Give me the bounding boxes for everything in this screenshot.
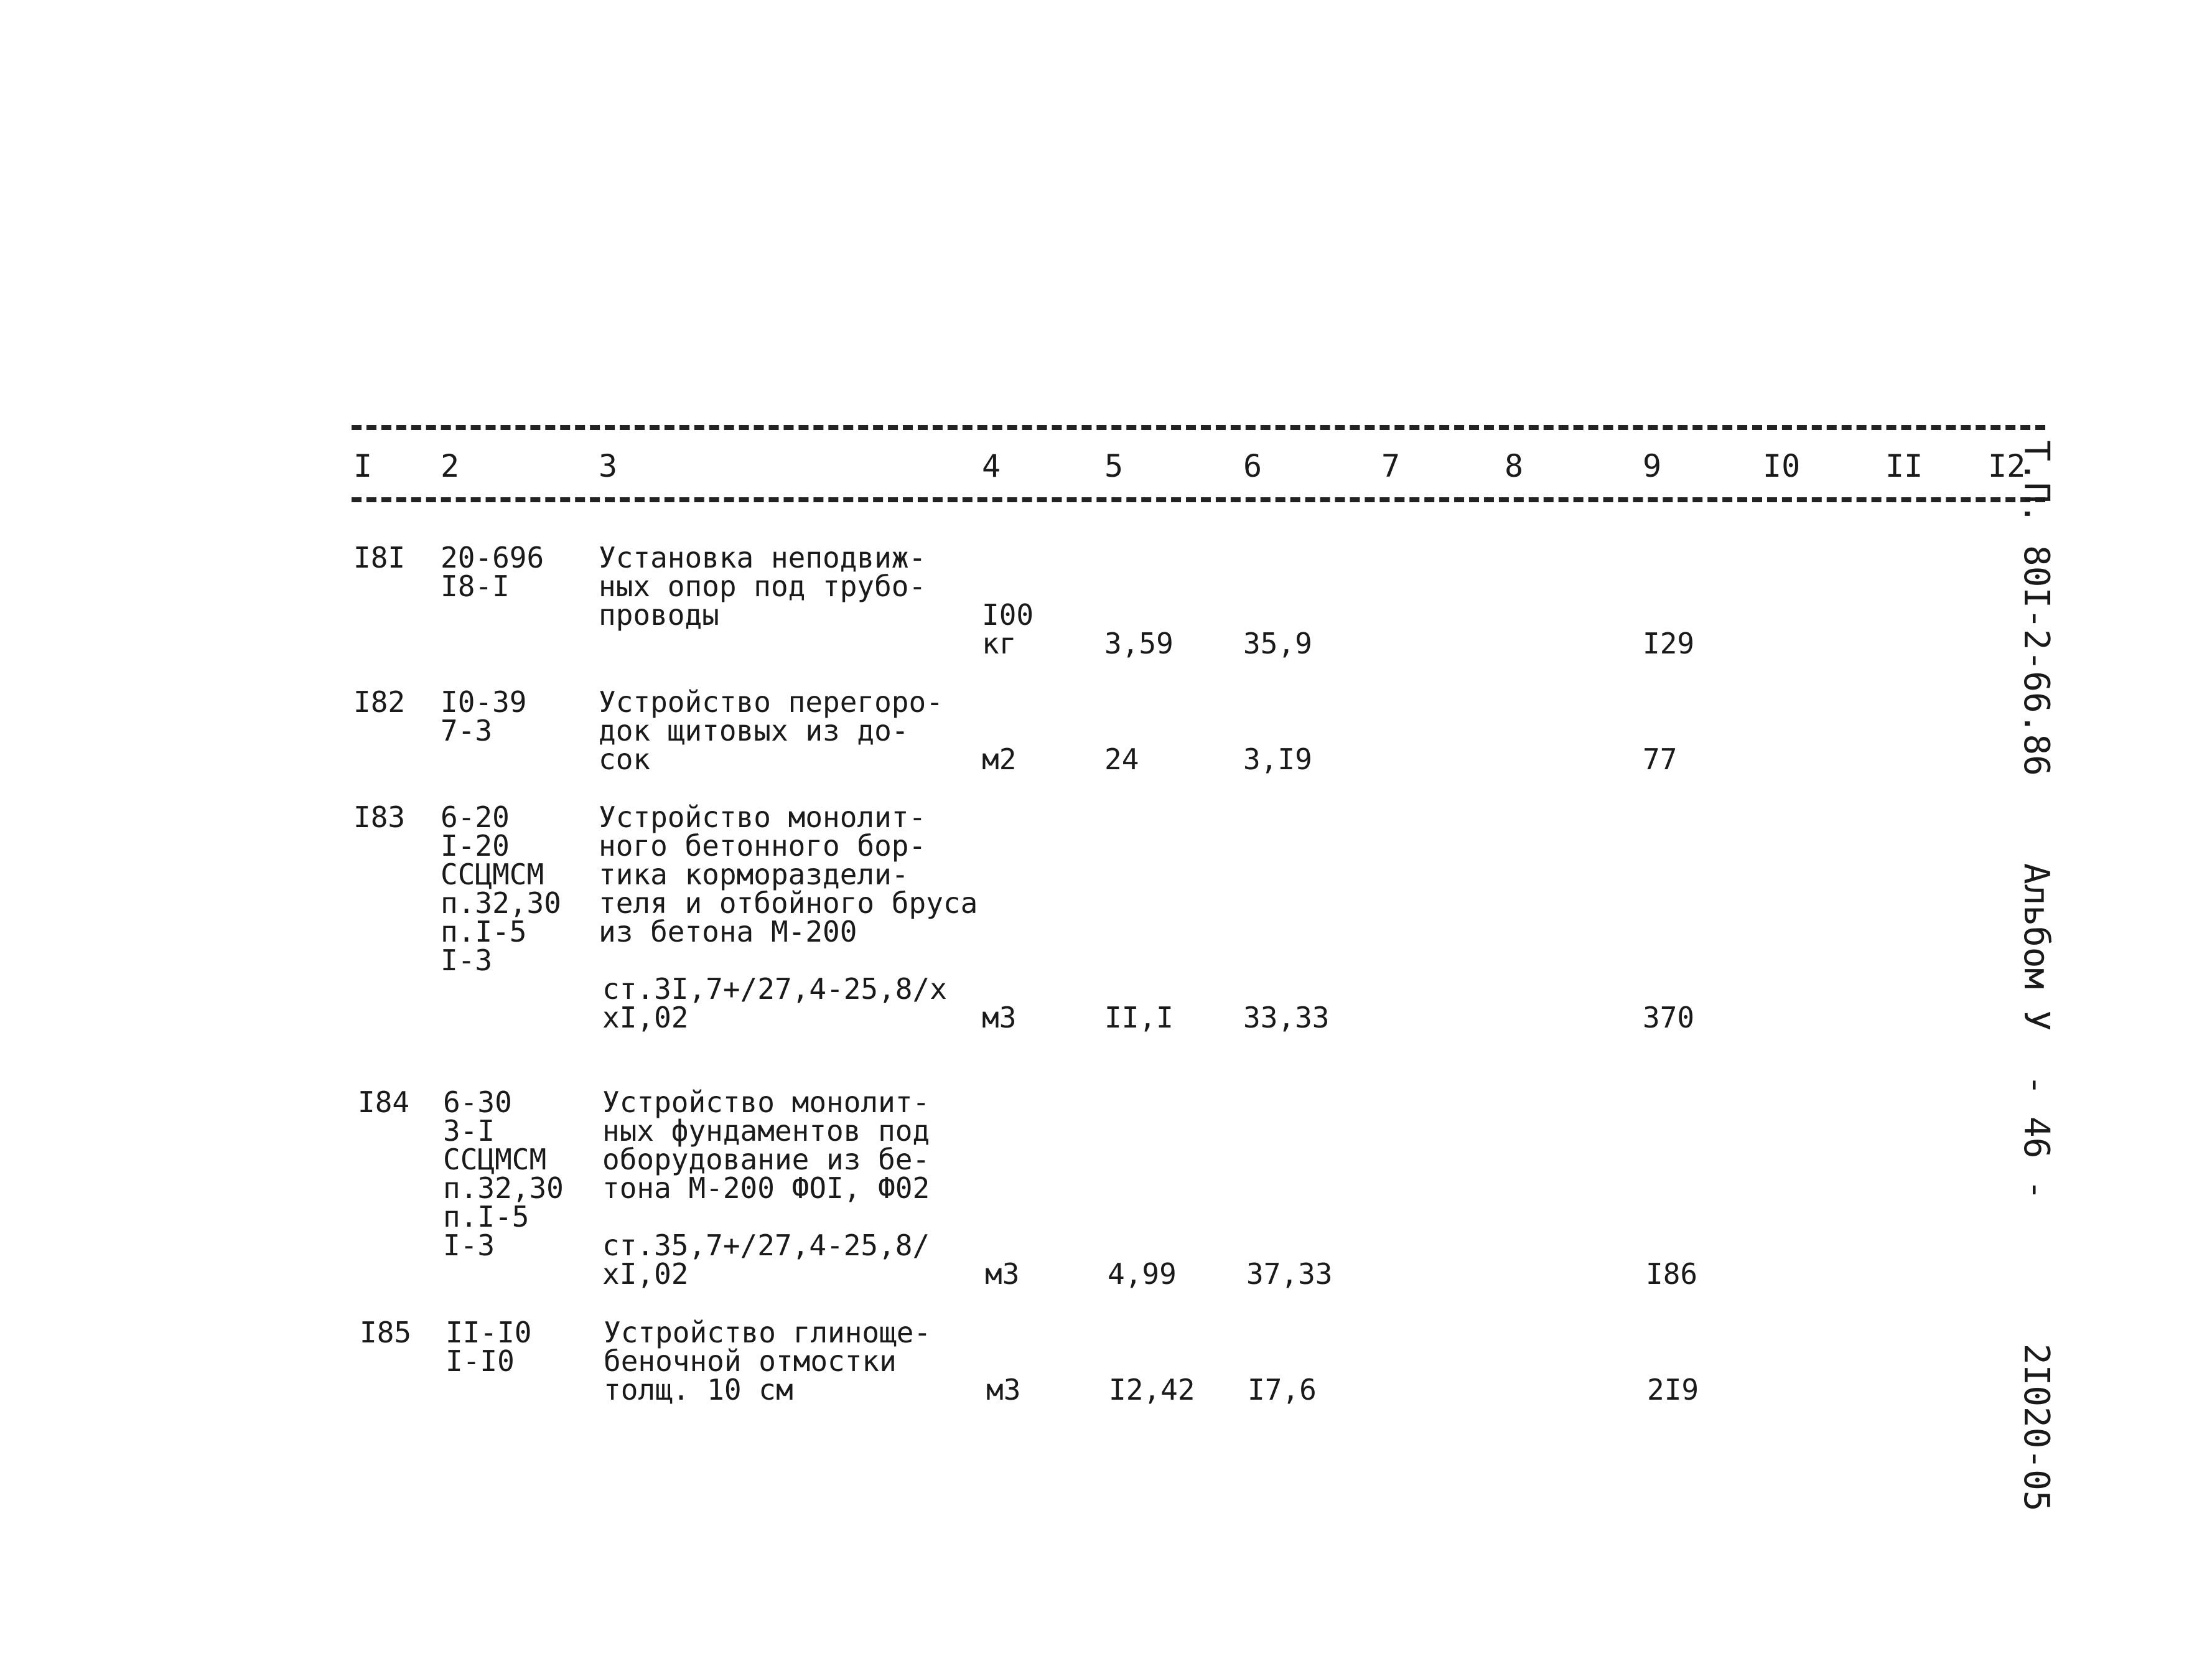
value-col5: 4,99 — [1108, 1257, 1177, 1291]
formula-line: ст.3I,7+/27,4-25,8/х — [602, 972, 947, 1006]
code-line: II-I0 — [446, 1316, 532, 1349]
code-line: 3-I — [443, 1114, 495, 1148]
code-line: I-20 — [441, 829, 510, 863]
unit-line: кг — [982, 627, 1017, 660]
col-header-5: 5 — [1104, 448, 1124, 484]
col-header-1: I — [353, 448, 373, 484]
col-header-12: I2 — [1988, 448, 2026, 484]
code-line: I-3 — [443, 1229, 495, 1262]
description-line: из бетона М-200 — [599, 915, 857, 948]
header-bottom-rule — [352, 497, 2045, 502]
description-line: Установка неподвиж- — [599, 541, 926, 574]
row-number: I82 — [353, 685, 406, 719]
row-number: I83 — [353, 800, 406, 834]
value-col9: 77 — [1643, 742, 1678, 776]
value-col9: 370 — [1643, 1001, 1695, 1034]
value-col6: 37,33 — [1246, 1257, 1333, 1291]
value-col5: II,I — [1104, 1001, 1174, 1034]
code-line: ССЦМСМ — [441, 858, 544, 891]
col-header-2: 2 — [441, 448, 460, 484]
description-line: проводы — [599, 598, 719, 632]
description-line: тика кормораздели- — [599, 858, 909, 891]
col-header-6: 6 — [1243, 448, 1262, 484]
description-line: ных опор под трубо- — [599, 569, 926, 603]
unit-line: м3 — [982, 1001, 1017, 1034]
col-header-10: I0 — [1763, 448, 1801, 484]
value-col6: I7,6 — [1248, 1373, 1317, 1407]
album-label: Альбом У — [2016, 863, 2056, 1031]
code-line: п.I-5 — [443, 1200, 530, 1234]
side-label — [2018, 398, 2088, 1512]
value-col5: 24 — [1104, 742, 1139, 776]
value-col9: I86 — [1646, 1257, 1698, 1291]
description-line: тона М-200 ФОI, Ф02 — [602, 1171, 930, 1205]
description-line: док щитовых из до- — [599, 714, 909, 747]
formula-line: ст.35,7+/27,4-25,8/ — [602, 1229, 930, 1262]
description-line: оборудование из бе- — [602, 1143, 930, 1176]
unit-line: м3 — [986, 1373, 1021, 1407]
value-col5: I2,42 — [1109, 1373, 1195, 1407]
code-line: ССЦМСМ — [443, 1143, 547, 1176]
description-line: теля и отбойного бруса — [599, 886, 978, 920]
col-header-7: 7 — [1381, 448, 1401, 484]
code-line: п.32,30 — [443, 1171, 564, 1205]
value-col6: 35,9 — [1243, 627, 1312, 660]
code-line: п.32,30 — [441, 886, 561, 920]
value-col5: 3,59 — [1104, 627, 1174, 660]
code-line: 6-20 — [441, 800, 510, 834]
project-number: Т.П. 80I-2-66.86 — [2016, 440, 2056, 776]
value-col6: 33,33 — [1243, 1001, 1330, 1034]
description-line: ного бетонного бор- — [599, 829, 926, 863]
value-col9: I29 — [1643, 627, 1695, 660]
code-line: п.I-5 — [441, 915, 527, 948]
code-line: 6-30 — [443, 1085, 512, 1119]
description-line: Устройство монолит- — [602, 1085, 930, 1119]
code-line: I-I0 — [446, 1344, 515, 1378]
formula-line: хI,02 — [602, 1001, 689, 1034]
col-header-4: 4 — [982, 448, 1001, 484]
row-number: I84 — [358, 1085, 410, 1119]
description-line: Устройство монолит- — [599, 800, 926, 834]
row-number: I8I — [353, 541, 406, 574]
code-line: I-3 — [441, 943, 493, 977]
document-code: 2I020-05 — [2016, 1343, 2056, 1512]
unit-line: м2 — [982, 742, 1017, 776]
description-line: Устройство перегоро- — [599, 685, 943, 719]
col-header-9: 9 — [1643, 448, 1662, 484]
description-line: ных фундаментов под — [602, 1114, 930, 1148]
description-line: толщ. 10 см — [604, 1373, 793, 1407]
code-line: I8-I — [441, 569, 510, 603]
col-header-8: 8 — [1505, 448, 1524, 484]
row-number: I85 — [360, 1316, 412, 1349]
description-line: беночной отмостки — [604, 1344, 897, 1378]
code-line: I0-39 — [441, 685, 527, 719]
col-header-11: II — [1885, 448, 1923, 484]
code-line: 7-3 — [441, 714, 493, 747]
code-line: 20-696 — [441, 541, 544, 574]
col-header-3: 3 — [599, 448, 618, 484]
unit-line: м3 — [985, 1257, 1020, 1291]
header-top-rule — [352, 425, 2045, 430]
description-line: сок — [599, 742, 651, 776]
page-number: - 46 - — [2016, 1074, 2056, 1201]
value-col6: 3,I9 — [1243, 742, 1312, 776]
formula-line: хI,02 — [602, 1257, 689, 1291]
unit-line: I00 — [982, 598, 1034, 632]
value-col9: 2I9 — [1647, 1373, 1699, 1407]
description-line: Устройство глиноще- — [604, 1316, 931, 1349]
